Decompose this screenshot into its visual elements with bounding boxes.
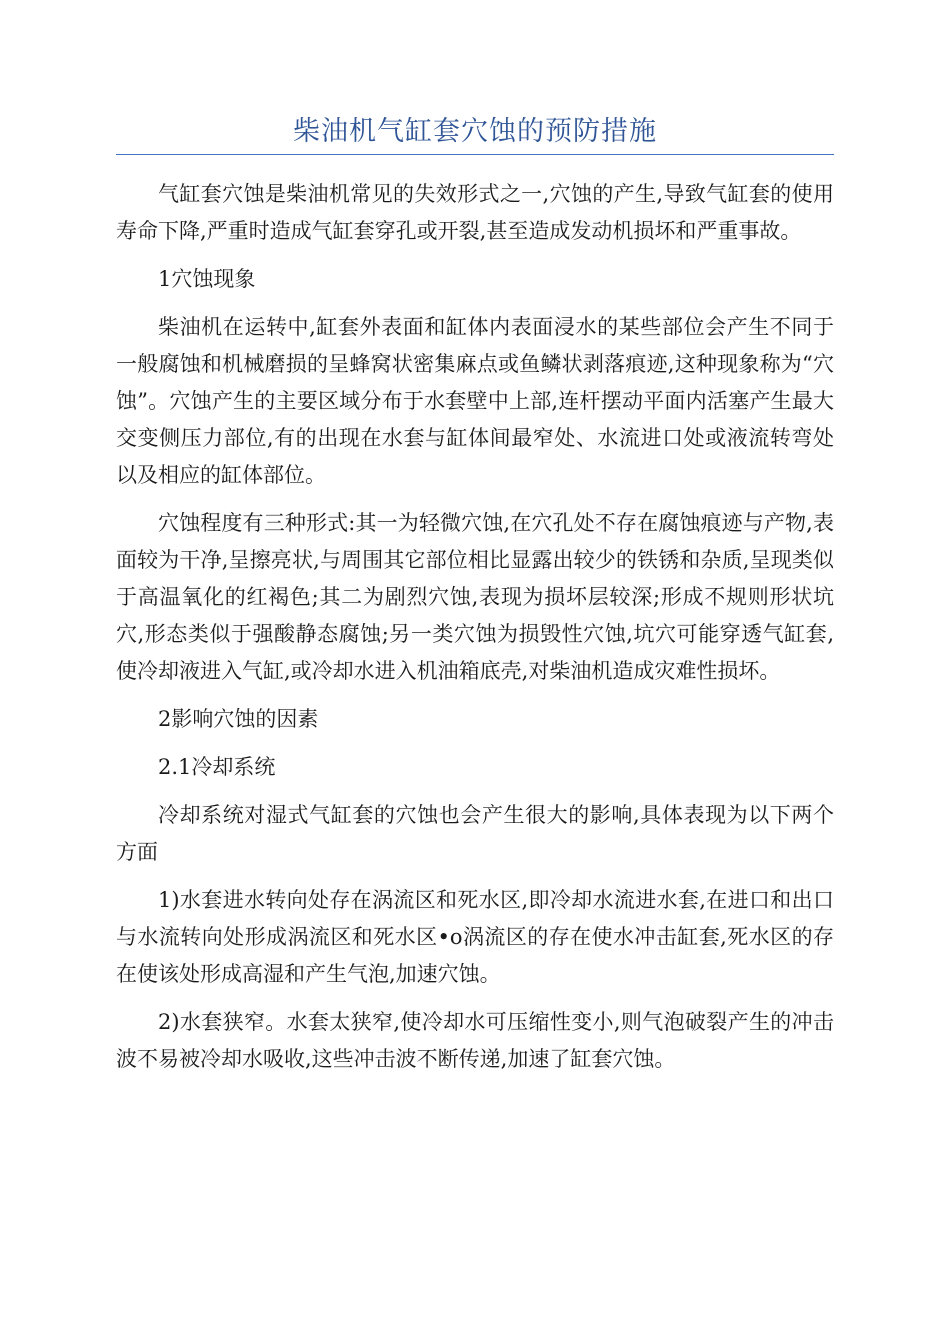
paragraph-phenomenon: 柴油机在运转中,缸套外表面和缸体内表面浸水的某些部位会产生不同于一般腐蚀和机械磨损的呈蜂窝状密集麻点或鱼鳞状剥落痕迹,这种现象称为“穴蚀”。穴蚀产生的主要区域分布于水套壁中上部,连杆摆动平面内活塞产生最大交变侧压力部位,有的出现在水套与缸体间最窄处、水流进口处或液流转弯处以及相应的缸体部位。 [116, 315, 834, 487]
paragraph-degree: 穴蚀程度有三种形式:其一为轻微穴蚀,在穴孔处不存在腐蚀痕迹与产物,表面较为干净,呈擦亮状,与周围其它部位相比显露出较少的铁锈和杂质,呈现类似于高温氧化的红褐色;其二为剧烈穴蚀,表现为损坏层较深;形成不规则形状坑穴,形态类似于强酸静态腐蚀;另一类穴蚀为损毁性穴蚀,坑穴可能穿透气缸套,使冷却液进入气缸,或冷却水进入机油箱底壳,对柴油机造成灾难性损坏。 [116, 511, 834, 683]
title-underline [116, 154, 834, 155]
subsection-heading-2-1: 2.1冷却系统 [158, 755, 276, 779]
document-body [116, 176, 834, 1089]
document-title: 柴油机气缸套穴蚀的预防措施 [293, 116, 657, 147]
paragraph-cooling-point-2: 2)水套狭窄。水套太狭窄,使冷却水可压缩性变小,则气泡破裂产生的冲击波不易被冷却水吸收,这些冲击波不断传递,加速了缸套穴蚀。 [116, 1010, 834, 1071]
section-heading-2: 2影响穴蚀的因素 [158, 707, 319, 731]
section-heading-1: 1穴蚀现象 [158, 267, 256, 291]
paragraph-cooling-point-1: 1)水套进水转向处存在涡流区和死水区,即冷却水流进水套,在进口和出口与水流转向处形成涡流区和死水区•o涡流区的存在使水冲击缸套,死水区的存在使该处形成高湿和产生气泡,加速穴蚀。 [116, 888, 834, 986]
paragraph-intro: 气缸套穴蚀是柴油机常见的失效形式之一,穴蚀的产生,导致气缸套的使用寿命下降,严重时造成气缸套穿孔或开裂,甚至造成发动机损坏和严重事故。 [116, 182, 834, 243]
paragraph-cooling-intro: 冷却系统对湿式气缸套的穴蚀也会产生很大的影响,具体表现为以下两个方面 [116, 803, 834, 864]
